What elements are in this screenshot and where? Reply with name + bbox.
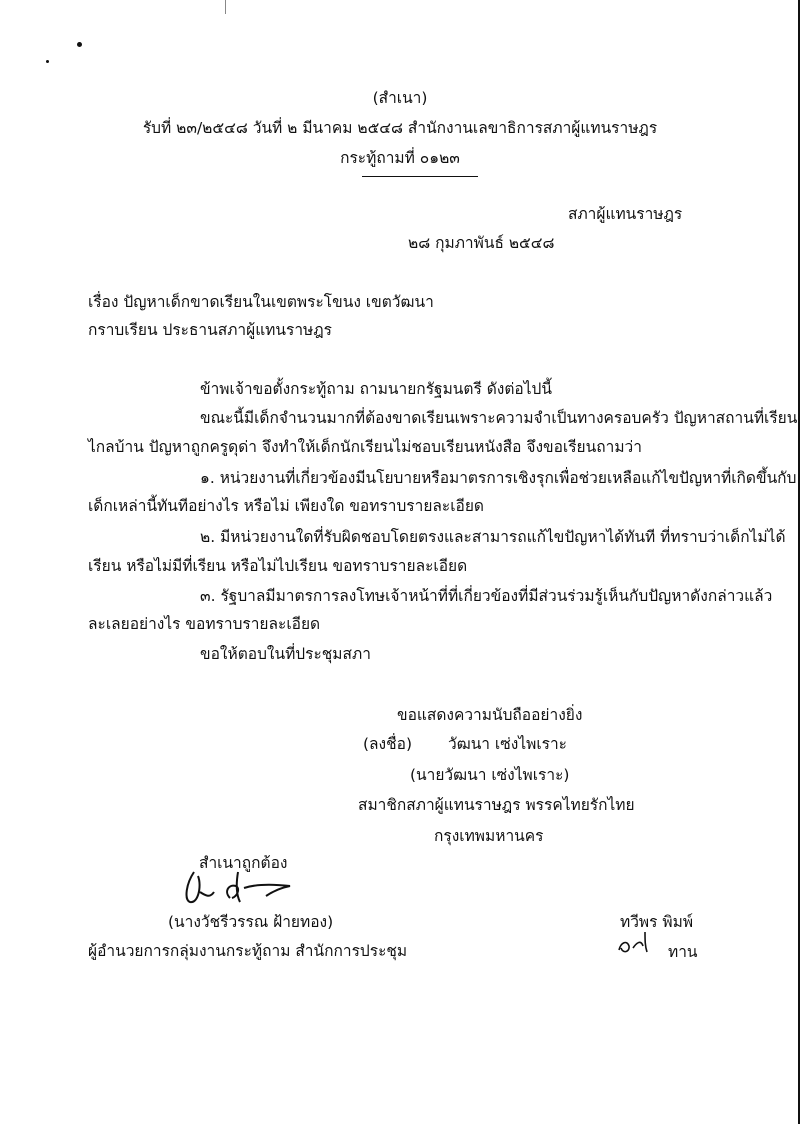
certifier-title: ผู้อำนวยการกลุ่มงานกระทู้ถาม สำนักการประชุม [88,942,408,960]
question-number: กระทู้ถามที่ ๐๑๒๓ [340,149,460,167]
body-context: ขณะนี้มีเด็กจำนวนมากที่ต้องขาดเรียนเพราะความจำเป็นทางครอบครัว ปัญหาสถานที่เรียน [200,409,798,427]
letter-date: ๒๘ กุมภาพันธ์ ๒๕๔๘ [408,234,555,252]
signer-position: สมาชิกสภาผู้แทนราษฎร พรรคไทยรักไทย [358,796,635,814]
copy-marker: (สำเนา) [372,89,428,107]
certifier-signature [180,862,310,912]
scan-speck [46,60,49,63]
scan-edge-top [225,0,226,14]
answer-request: ขอให้ตอบในที่ประชุมสภา [200,645,371,663]
checker-initials [615,928,659,958]
body-context: ไกลบ้าน ปัญหาถูกครูดุด่า จึงทำให้เด็กนักเรียนไม่ชอบเรียนหนังสือ จึงขอเรียนถามว่า [88,438,642,456]
body-intro: ข้าพเจ้าขอตั้งกระทู้ถาม ถามนายกรัฐมนตรี ดังต่อไปนี้ [200,380,552,398]
checked-by: ทาน [668,943,698,961]
certified-copy-label: สำเนาถูกต้อง [199,854,288,872]
question-1: เด็กเหล่านี้ทันทีอย่างไร หรือไม่ เพียงใด ขอทราบรายละเอียด [88,497,484,515]
subject-line: เรื่อง ปัญหาเด็กขาดเรียนในเขตพระโขนง เขตวัฒนา [88,293,434,311]
closing-regards: ขอแสดงความนับถืออย่างยิ่ง [397,706,583,724]
question-3: ๓. รัฐบาลมีมาตรการลงโทษเจ้าหน้าที่ที่เกี่ยวข้องที่มีส่วนร่วมรู้เห็นกับปัญหาดังกล่าวแล้ว [200,587,773,605]
question-1: ๑. หน่วยงานที่เกี่ยวข้องมีนโยบายหรือมาตรการเชิงรุกเพื่อช่วยเหลือแก้ไขปัญหาที่เกิดขึ้นกับ [200,469,797,487]
question-2: เรียน หรือไม่มีที่เรียน หรือไม่ไปเรียน ขอทราบรายละเอียด [88,557,468,575]
sender-office: สภาผู้แทนราษฎร [568,205,683,223]
header-divider [362,176,478,177]
signed-name: วัฒนา เซ่งไพเราะ [448,735,567,753]
signer-province: กรุงเทพมหานคร [434,827,544,845]
question-3: ละเลยอย่างไร ขอทราบรายละเอียด [88,615,321,633]
addressee-line: กราบเรียน ประธานสภาผู้แทนราษฎร [88,321,332,339]
question-2: ๒. มีหน่วยงานใดที่รับผิดชอบโดยตรงและสามารถแก้ไขปัญหาได้ทันที ที่ทราบว่าเด็กไม่ได้ [200,528,786,546]
received-line: รับที่ ๒๓/๒๕๔๘ วันที่ ๒ มีนาคม ๒๕๔๘ สำนักงานเลขาธิการสภาผู้แทนราษฎร [142,119,658,137]
certifier-name: (นางวัชรีวรรณ ฝ้ายทอง) [168,913,334,931]
signer-full-name: (นายวัฒนา เซ่งไพเราะ) [410,766,570,784]
typed-by: ทวีพร พิมพ์ [620,913,694,931]
scan-speck [77,42,82,47]
signed-marker: (ลงชื่อ) [363,735,412,753]
